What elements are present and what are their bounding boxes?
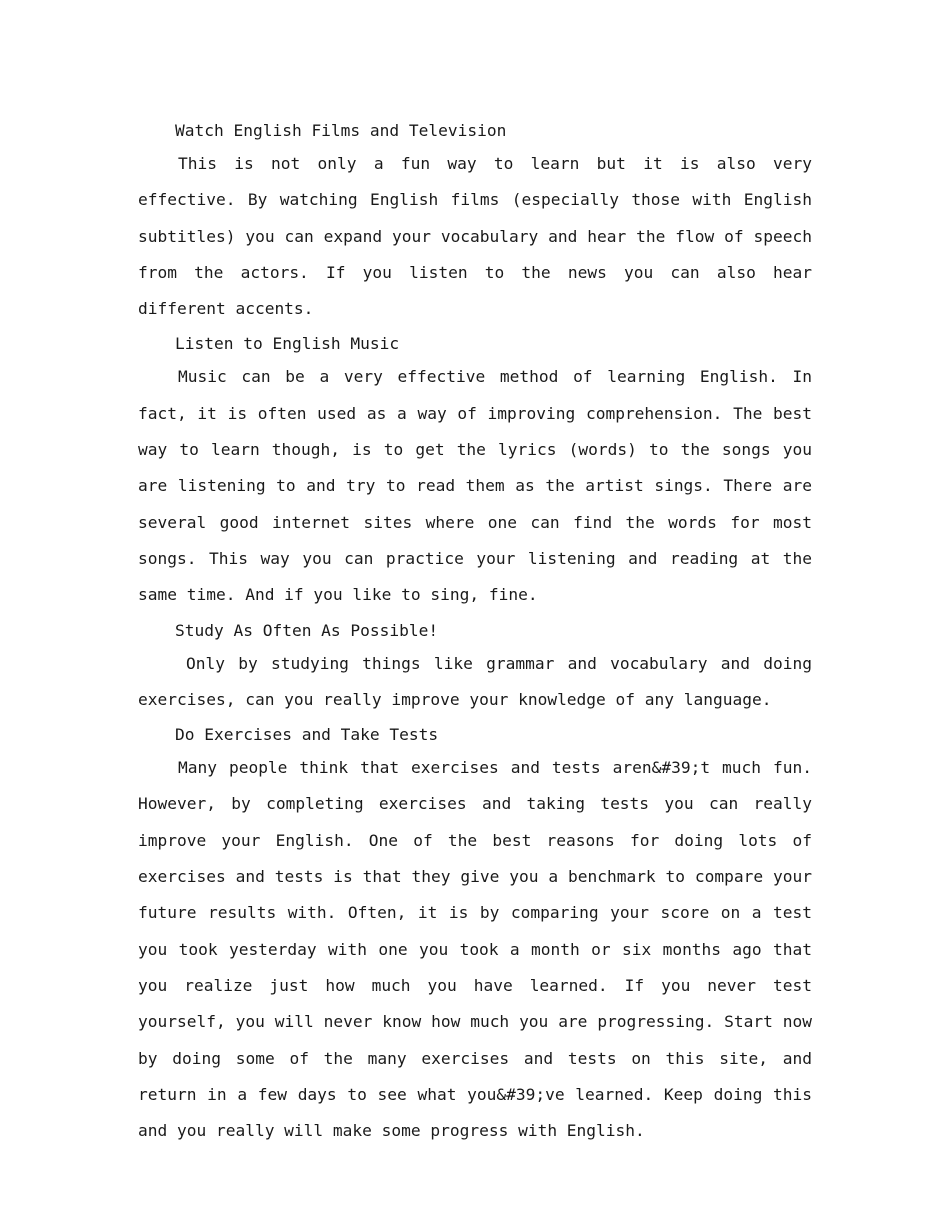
section-body-films: This is not only a fun way to learn but it is also very effective. By watching English films (especially those with English subtitles) you can expand your vocabulary and hear the flow of speech from the actors. If you listen to the news you can also hear different accents. (138, 154, 812, 319)
section-heading-study: Study As Often As Possible! (175, 620, 439, 640)
section-body-music: Music can be a very effective method of learning English. In fact, it is often used as a way of improving comprehension. The best way to learn though, is to get the lyrics (words) to the songs you are listening to and try to read them as the artist sings. There are several good internet sites where one can find the words for most songs. This way you can practice your listening and reading at the same time. And if you like to sing, fine. (138, 367, 812, 605)
section-heading-exercises: Do Exercises and Take Tests (175, 725, 439, 745)
section-heading-music: Listen to English Music (175, 334, 400, 354)
section-body-exercises: Many people think that exercises and tests aren&#39;t much fun. However, by completing exercises and taking tests you can really improve your English. One of the best reasons for doing lots of exercises and tests is that they give you a benchmark to compare your future results with. Often, it is by comparing your score on a test you took yesterday with one you took a month or six months ago that you realize just how much you have learned. If you never test yourself, you will never know how much you are progressing. Start now by doing some of the many exercises and tests on this site, and return in a few days to see what you&#39;ve learned. Keep doing this and you really will make some progress with English. (138, 758, 812, 1141)
document-page (138, 116, 812, 1151)
section-heading-films: Watch English Films and Television (175, 121, 507, 140)
section-body-study: Only by studying things like grammar and vocabulary and doing exercises, can you really improve your knowledge of any language. (138, 653, 812, 709)
